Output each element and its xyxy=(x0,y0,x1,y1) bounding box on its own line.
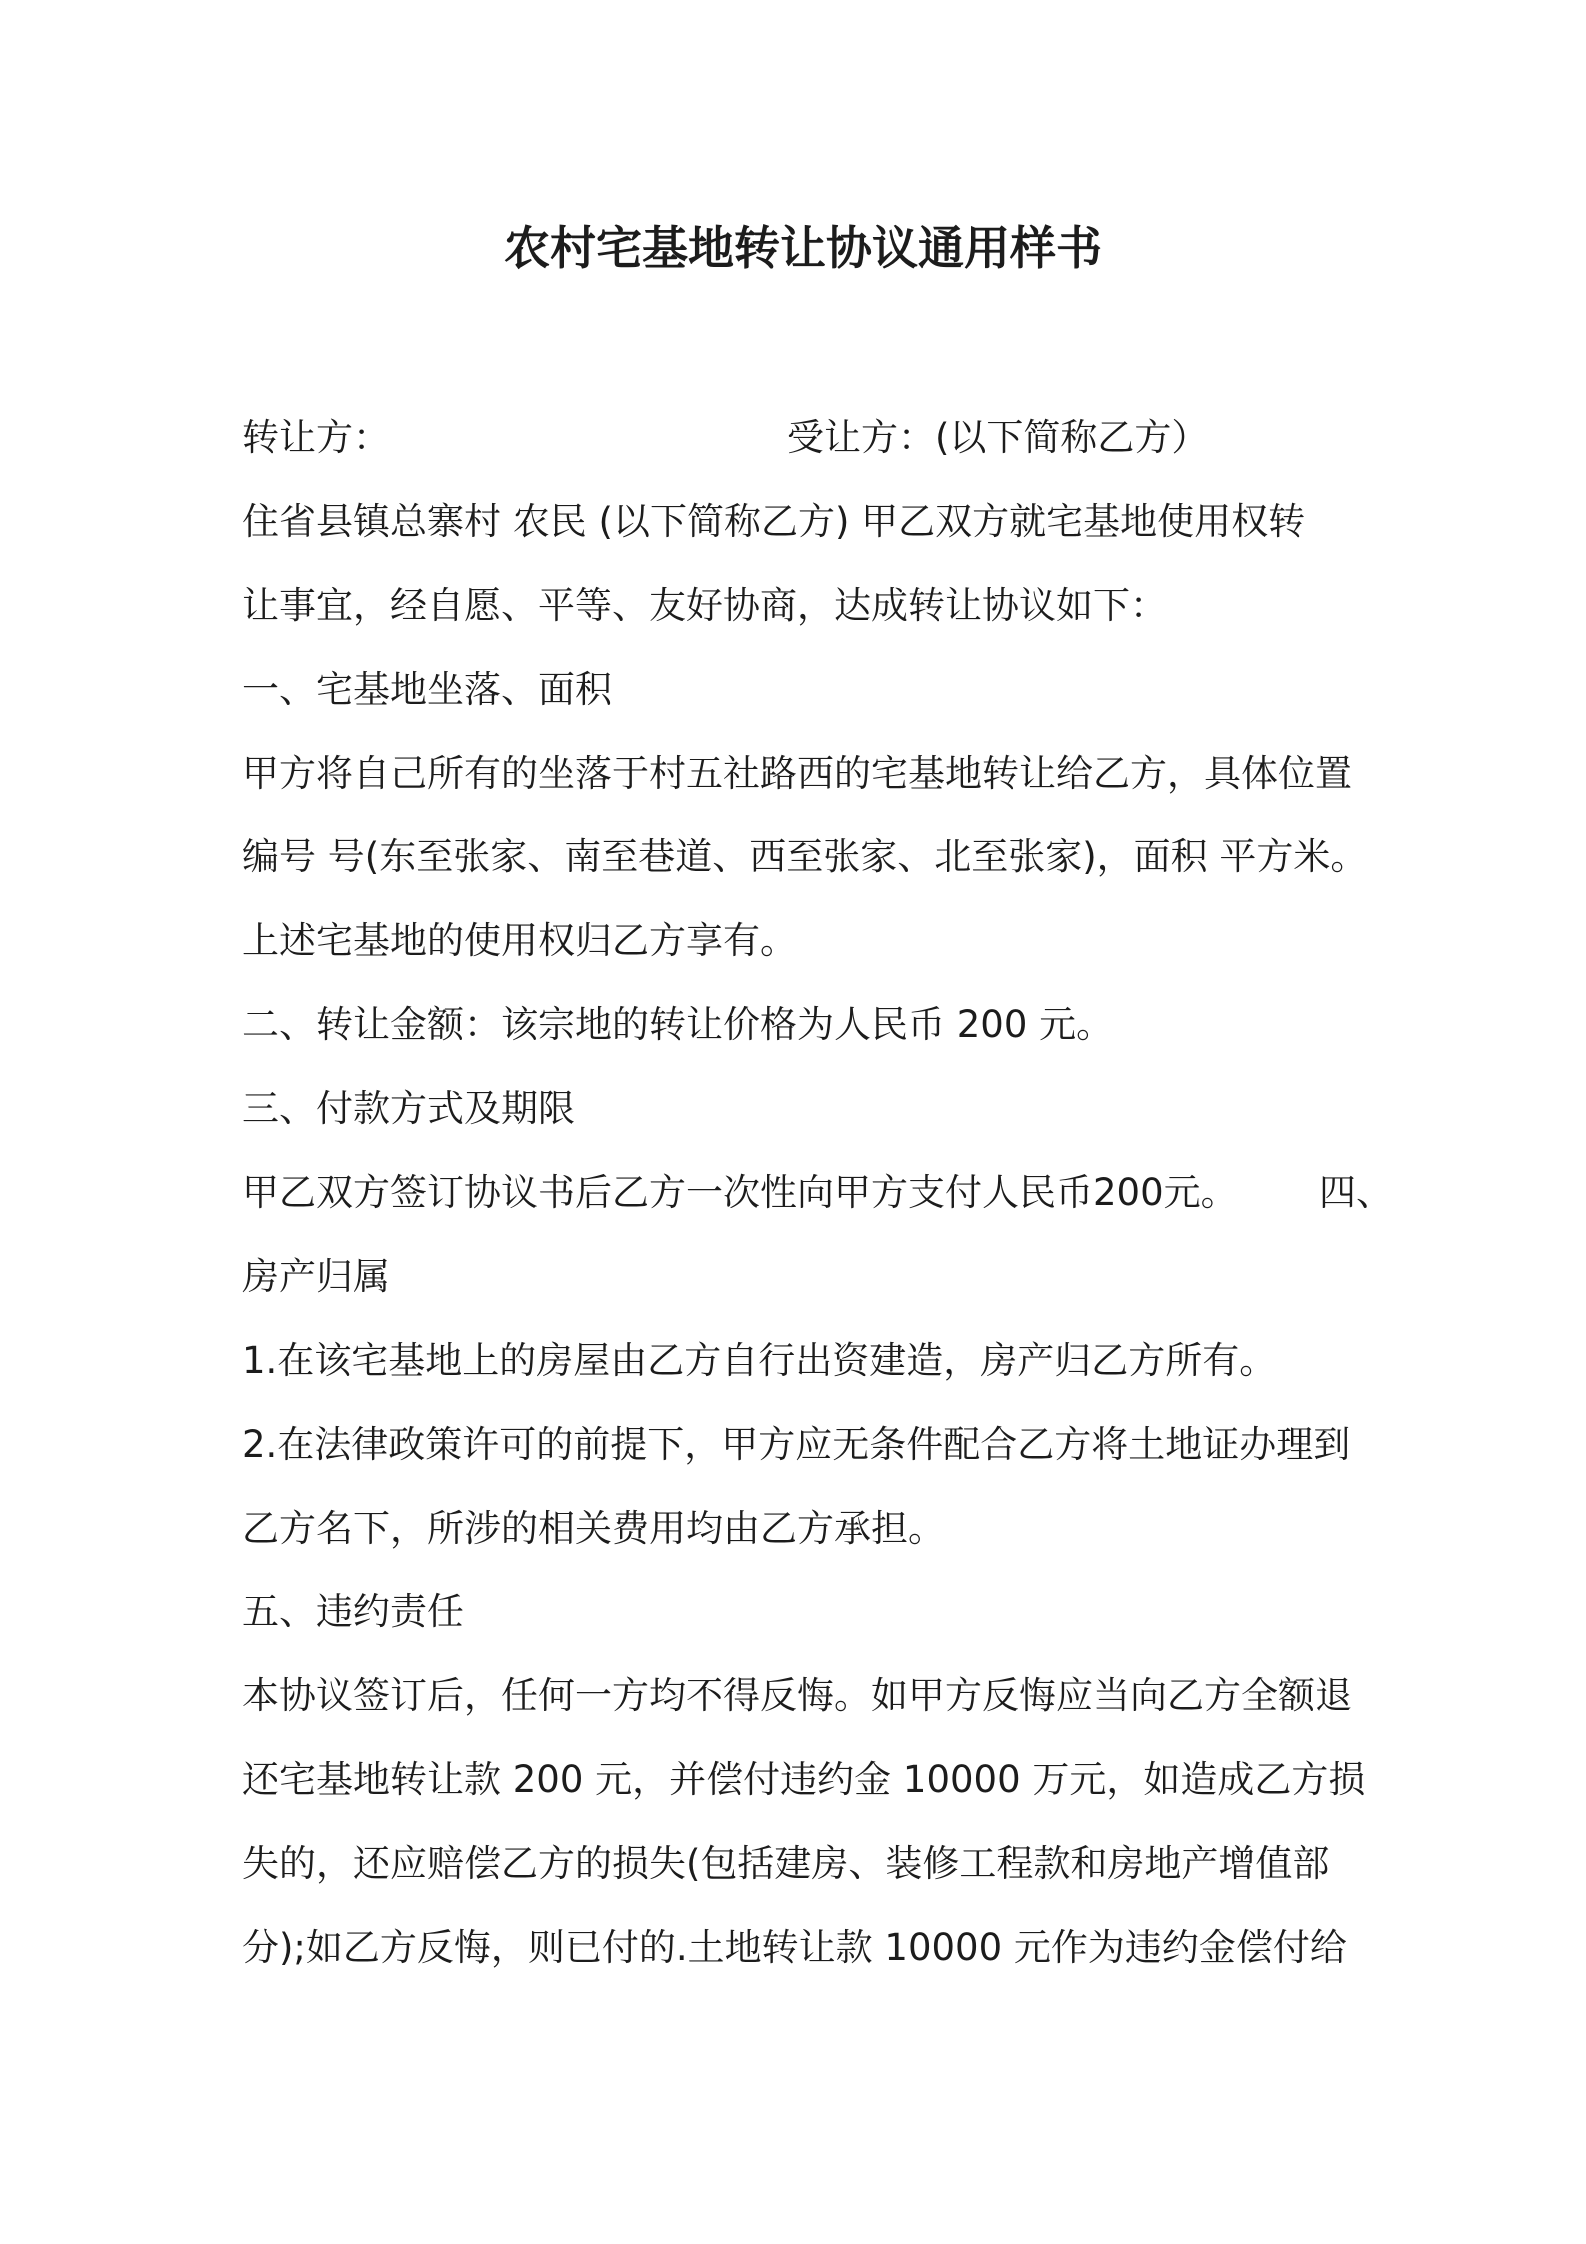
section-heading-breach-liability: 五、违约责任 xyxy=(242,1590,464,1634)
text-line: 上述宅基地的使用权归乙方享有。 xyxy=(242,919,797,963)
text-line-main: 甲乙双方签订协议书后乙方一次性向甲方支付人民币200元。 xyxy=(242,1171,1238,1215)
text-line: 甲方将自己所有的坐落于村五社路西的宅基地转让给乙方，具体位置 xyxy=(242,751,1352,795)
text-line: 失的，还应赔偿乙方的损失(包括建房、装修工程款和房地产增值部 xyxy=(242,1842,1330,1886)
section-heading-property-ownership: 房产归属 xyxy=(242,1254,390,1298)
text-line: 1.在该宅基地上的房屋由乙方自行出资建造，房产归乙方所有。 xyxy=(242,1338,1277,1382)
text-line: 编号 号(东至张家、南至巷道、西至张家、北至张家)，面积 平方米。 xyxy=(242,835,1368,879)
section-number-four: 四、 xyxy=(1319,1171,1393,1215)
section-heading-location-area: 一、宅基地坐落、面积 xyxy=(242,667,612,711)
text-line: 让事宜，经自愿、平等、友好协商，达成转让协议如下： xyxy=(242,583,1167,627)
text-line: 分);如乙方反悔，则已付的.土地转让款 10000 元作为违约金偿付给 xyxy=(242,1926,1347,1970)
text-line: 本协议签订后，任何一方均不得反悔。如甲方反悔应当向乙方全额退 xyxy=(242,1674,1352,1718)
transferor-label: 转让方： xyxy=(242,416,390,459)
parties-line xyxy=(242,396,1442,480)
document-title: 农村宅基地转让协议通用样书 xyxy=(504,221,1102,275)
section-heading-transfer-amount: 二、转让金额：该宗地的转让价格为人民币 200 元。 xyxy=(242,1003,1114,1047)
transferee-label: 受让方：(以下简称乙方） xyxy=(787,416,1209,459)
section-heading-payment: 三、付款方式及期限 xyxy=(242,1087,575,1131)
document-body xyxy=(242,396,1442,1990)
text-line: 住省县镇总寨村 农民 (以下简称乙方) 甲乙双方就宅基地使用权转 xyxy=(242,499,1306,543)
text-line: 乙方名下，所涉的相关费用均由乙方承担。 xyxy=(242,1506,945,1550)
text-line xyxy=(242,1151,1442,1235)
text-line: 还宅基地转让款 200 元，并偿付违约金 10000 万元，如造成乙方损 xyxy=(242,1758,1366,1802)
text-line: 2.在法律政策许可的前提下，甲方应无条件配合乙方将土地证办理到 xyxy=(242,1422,1351,1466)
